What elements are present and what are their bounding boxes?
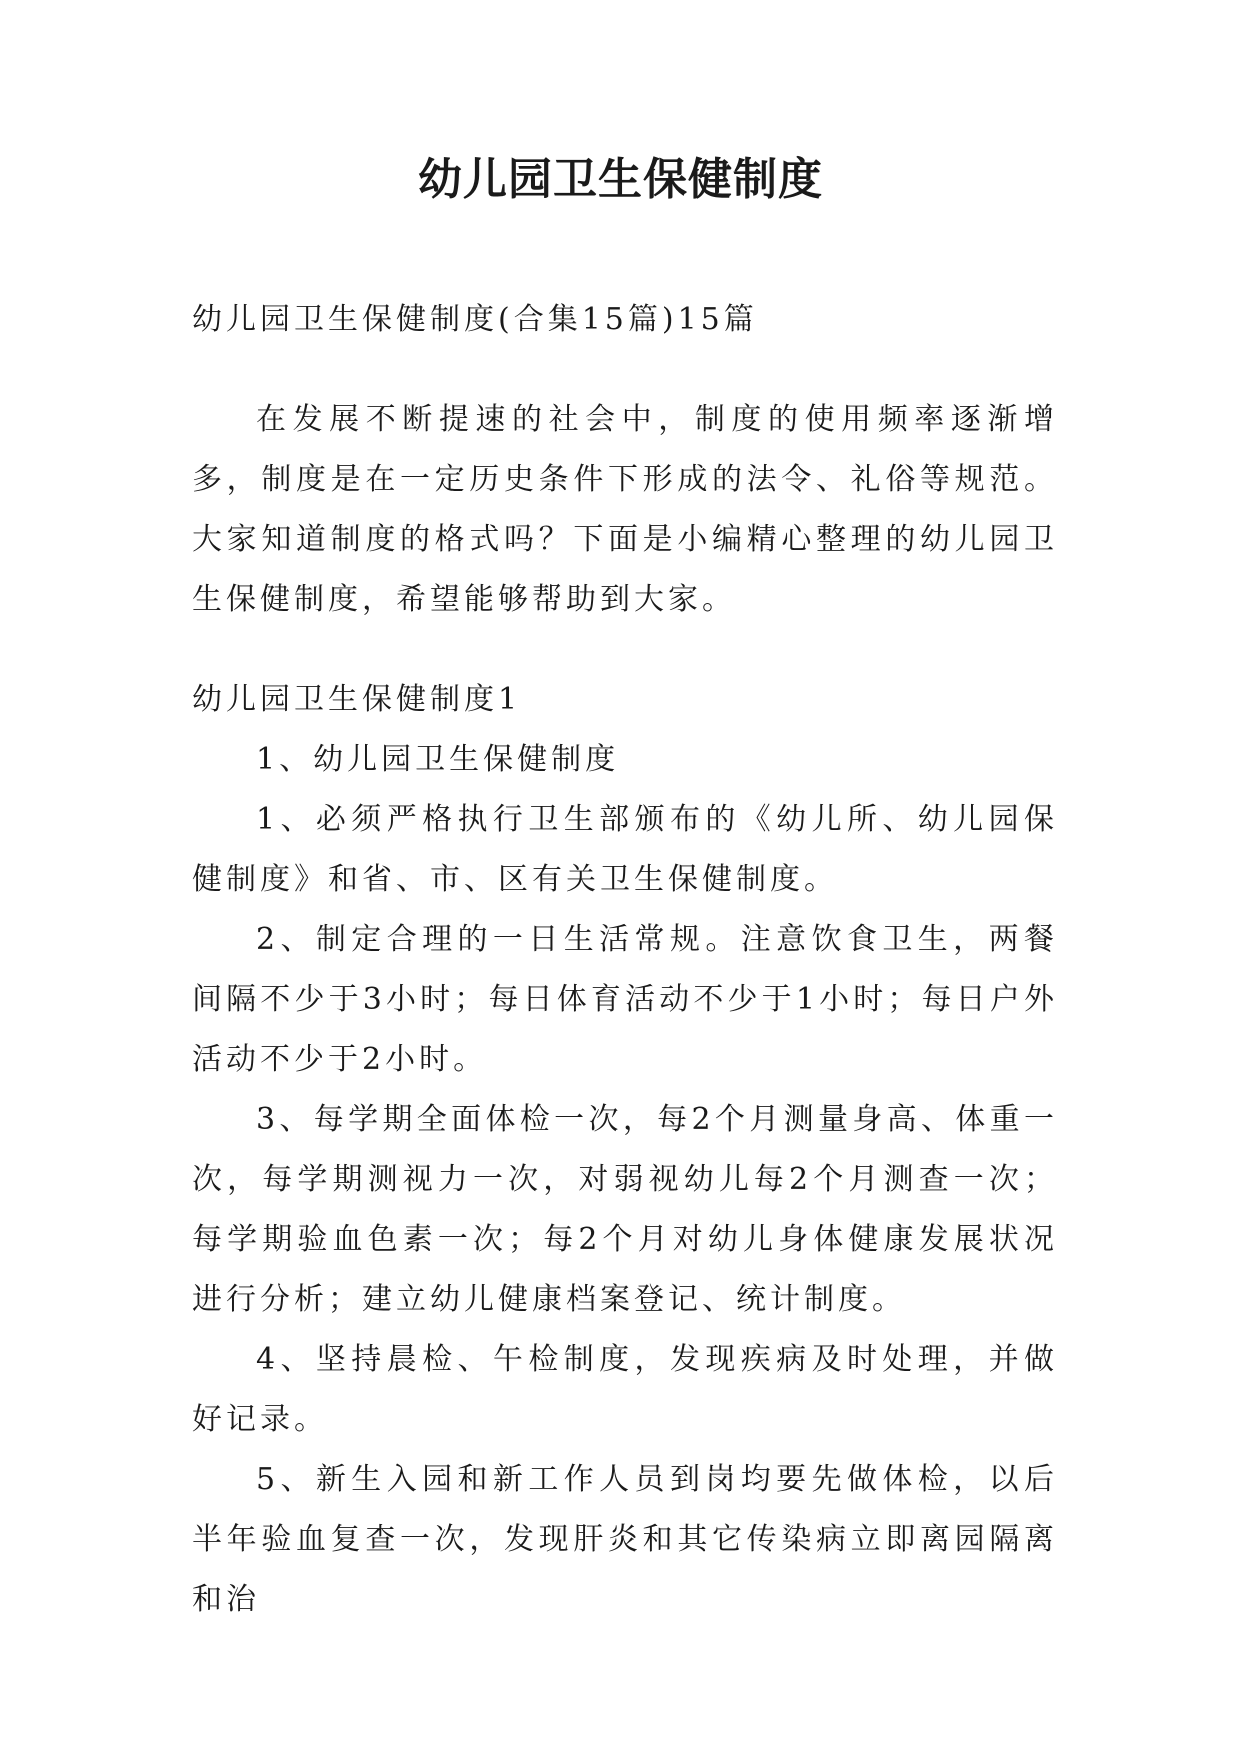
rule-item-4: 4、坚持晨检、午检制度，发现疾病及时处理，并做好记录。 [192, 1342, 1058, 1437]
rule-item-1: 1、必须严格执行卫生部颁布的《幼儿所、幼儿园保健制度》和省、市、区有关卫生保健制度。 [192, 802, 1058, 897]
rule-item-5: 5、新生入园和新工作人员到岗均要先做体检，以后半年验血复查一次，发现肝炎和其它传染病立即离园隔离和治 [192, 1462, 1058, 1617]
rule-item-3: 3、每学期全面体检一次，每2个月测量身高、体重一次，每学期测视力一次，对弱视幼儿每2个月测查一次；每学期验血色素一次；每2个月对幼儿身体健康发展状况进行分析；建立幼儿健康档案登记、统计制度。 [192, 1102, 1058, 1317]
document-body [192, 290, 1058, 1630]
intro-paragraph: 在发展不断提速的社会中，制度的使用频率逐渐增多，制度是在一定历史条件下形成的法令、礼俗等规范。大家知道制度的格式吗？下面是小编精心整理的幼儿园卫生保健制度，希望能够帮助到大家。 [192, 402, 1058, 617]
document-title: 幼儿园卫生保健制度 [418, 154, 823, 205]
document-subtitle: 幼儿园卫生保健制度(合集15篇)15篇 [192, 302, 758, 337]
section-heading: 幼儿园卫生保健制度1 [192, 682, 522, 717]
section-subheading: 1、幼儿园卫生保健制度 [256, 742, 620, 777]
rule-item-2: 2、制定合理的一日生活常规。注意饮食卫生，两餐间隔不少于3小时；每日体育活动不少于1小时；每日户外活动不少于2小时。 [192, 922, 1058, 1077]
